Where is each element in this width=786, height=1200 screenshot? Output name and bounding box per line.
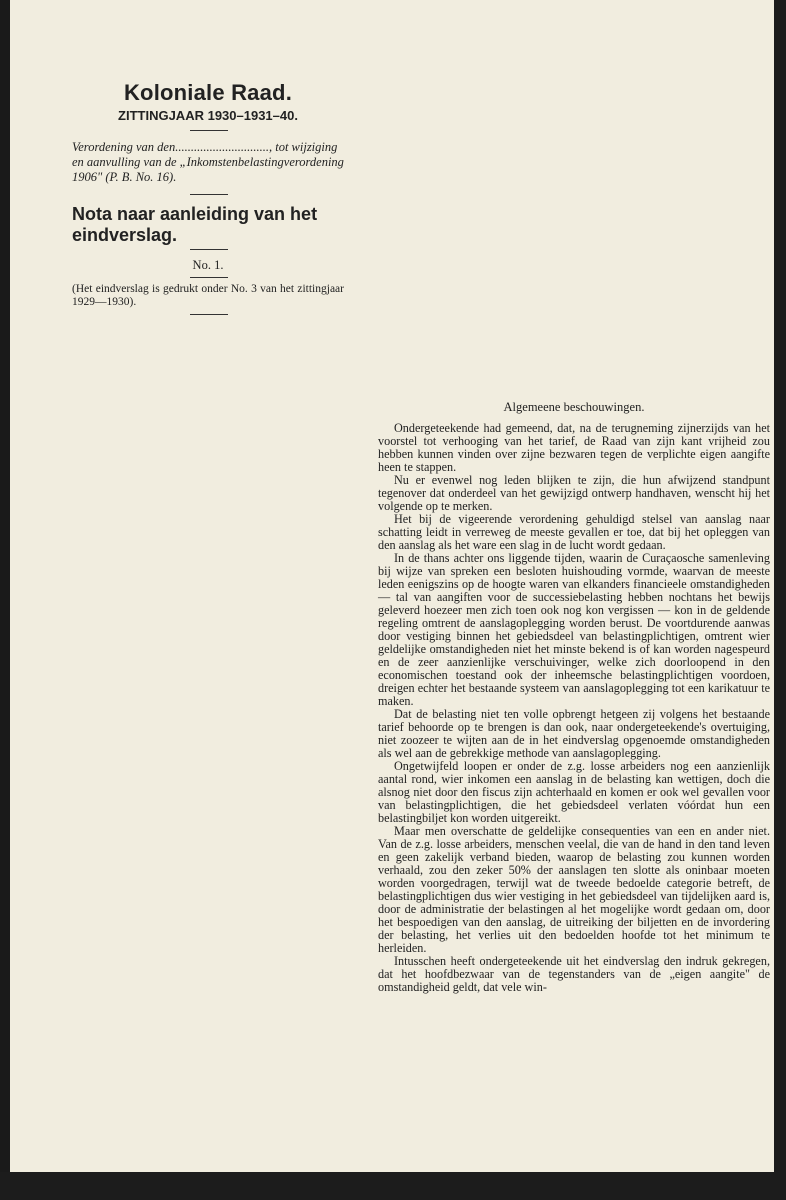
paragraph: Nu er evenwel nog leden blijken te zijn, die hun afwijzend standpunt tegenover dat onderdeel van het gewijzigd ontwerp handhaven, wenscht hij het volgende op te merken. bbox=[378, 473, 770, 513]
session-year: ZITTINGJAAR 1930–1931–40. bbox=[118, 108, 298, 123]
ordinance-reference: Verordening van den.............................., tot wijziging en aanvulling van de „Inkomstenbelastingverordening 1906" (P. B. No. 16). bbox=[72, 140, 344, 184]
divider bbox=[190, 314, 228, 315]
body-text bbox=[378, 422, 770, 994]
scan-border-bottom bbox=[0, 1172, 786, 1200]
divider bbox=[190, 194, 228, 195]
paragraph: Ongetwijfeld loopen er onder de z.g. losse arbeiders nog een aanzienlijk aantal rond, wier inkomen een aanslag in de belasting kan wettigen, doch die alsnog niet door den fiscus zijn achterhaald en komen er ook wel gevallen voor van belastingplichtigen, die het gebiedsdeel verlaten vóórdat hun een belastingbiljet kon worden uitgereikt. bbox=[378, 759, 770, 825]
paragraph: Maar men overschatte de geldelijke consequenties van een en ander niet. Van de z.g. losse arbeiders, menschen veelal, die van de hand in den tand leven en geen zakelijk verband bieden, waarop de belasting zou kunnen worden verhaald, zou den zeker 50% der aanslagen ten slotte als oninbaar moeten worden voorgedragen, terwijl wat de tweede bedoelde categorie betreft, de belastingplichtigen dus wier vestiging in het gebiedsdeel van tijdelijken aard is, door de administratie der belastingen al het mogelijke wordt gedaan om, door het bespoedigen van den aanslag, de uitreiking der biljetten en de invordering der belasting, het verlies uit den bedoelden hoofde tot het minimum te herleiden. bbox=[378, 824, 770, 955]
paragraph: Het bij de vigeerende verordening gehuldigd stelsel van aanslag naar schatting leidt in verreweg de meeste gevallen er toe, dat bij het opleggen van den aanslag als het ware een slag in de lucht wordt gedaan. bbox=[378, 512, 770, 552]
divider bbox=[190, 249, 228, 250]
scan-border-right bbox=[774, 0, 786, 1200]
paragraph: In de thans achter ons liggende tijden, waarin de Curaçaosche samenleving bij wijze van spreken een besloten huishouding vormde, waarvan de meeste leden eenigszins op de hoogte waren van elkanders financieele omstandigheden — tal van aangiften voor de successiebelasting hebben nochtans het bewijs geleverd hoezeer men zich toen ook nog kon vergissen — kon in de geldende regeling omtrent de aanslagoplegging worden berust. De voortdurende aanwas door vestiging binnen het gebiedsdeel van belastingplichtigen, omtrent wier geldelijke omstandigheden niet het minste bekend is of kan worden nagespeurd en de zeer aanzienlijke verschuivinger, welke zich doorloopend in den economischen toestand ook der inheemsche belastingplichtigen voordoen, dreigen echter het bestaande systeem van aanslagoplegging tot een karikatuur te maken. bbox=[378, 551, 770, 708]
paragraph: Intusschen heeft ondergeteekende uit het eindverslag den indruk gekregen, dat het hoofdbezwaar van de tegenstanders van de „eigen aangite" de omstandigheid geldt, dat vele win- bbox=[378, 954, 770, 994]
nota-title: Nota naar aanleiding van het eindverslag. bbox=[72, 204, 318, 245]
document-number: No. 1. bbox=[192, 258, 224, 272]
document-page bbox=[10, 0, 774, 1172]
paragraph: Dat de belasting niet ten volle opbrengt hetgeen zij volgens het bestaande tarief behoorde op te brengen is dan ook, naar ondergeteekende's overtuiging, niet zoozeer te wijten aan de in het eindverslag opgenoemde omstandigheden als wel aan de gebrekkige methode van aanslagoplegging. bbox=[378, 707, 770, 760]
publication-note: (Het eindverslag is gedrukt onder No. 3 van het zittingjaar 1929—1930). bbox=[72, 283, 344, 308]
section-heading: Algemeene beschouwingen. bbox=[503, 400, 645, 414]
council-title: Koloniale Raad. bbox=[123, 80, 293, 105]
divider bbox=[190, 130, 228, 131]
paragraph: Ondergeteekende had gemeend, dat, na de terugneming zijnerzijds van het voorstel tot verhooging van het tarief, de Raad van zijn kant vrijheid zou hebben kunnen vinden over zijne bezwaren tegen de verplichte eigen aangifte heen te stappen. bbox=[378, 421, 770, 474]
divider bbox=[190, 277, 228, 278]
